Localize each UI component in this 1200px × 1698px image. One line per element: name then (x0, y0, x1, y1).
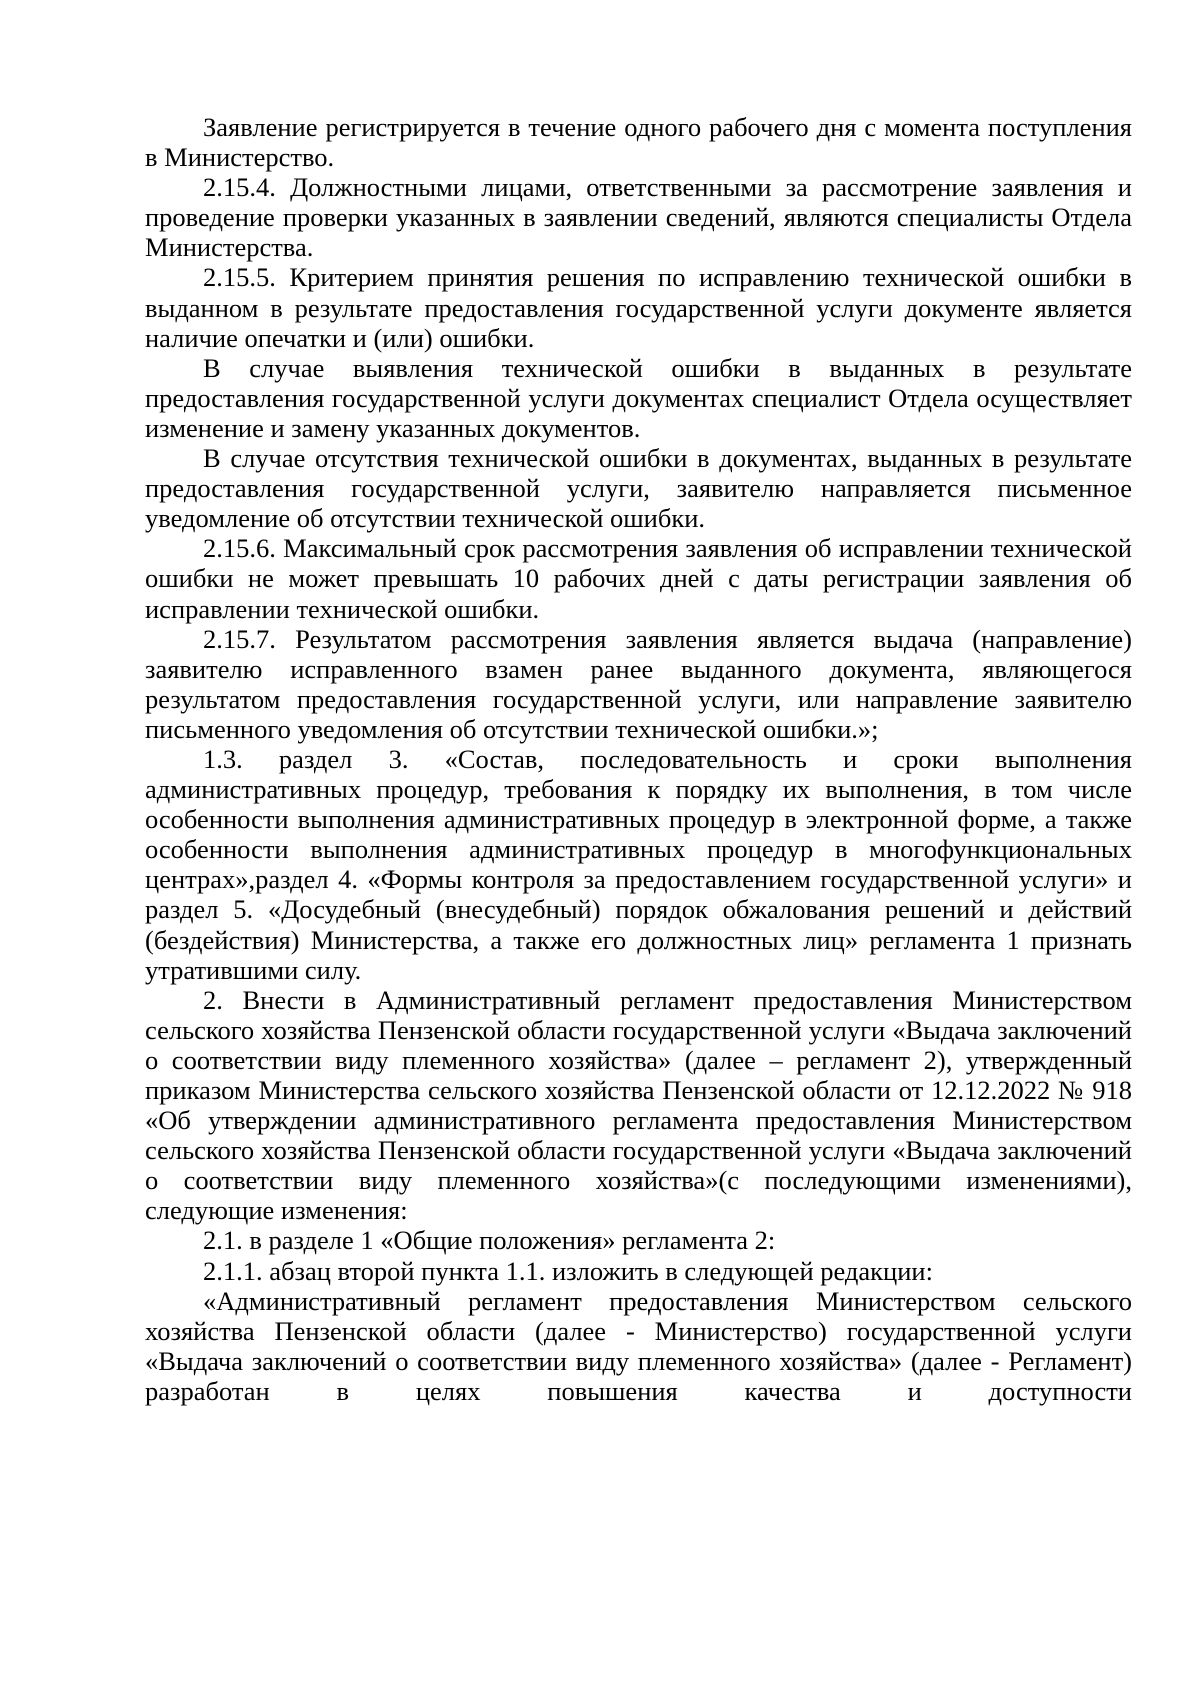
paragraph-2-15-7: 2.15.7. Результатом рассмотрения заявления является выдача (направление) заявителю исправленного взамен ранее выданного документа, являющегося результатом предоставления государственной услуги, или направление заявителю письменного уведомления об отсутствии технической ошибки.»; (145, 623, 1132, 744)
paragraph-2: 2. Внести в Административный регламент предоставления Министерством сельского хозяйства Пензенской области государственной услуги «Выдача заключений о соответствии виду племенного хозяйства» (далее – регламент 2), утвержденный приказом Министерства сельского хозяйства Пензенской области от 12.12.2022 № 918 «Об утверждении административного регламента предоставления Министерством сельского хозяйства Пензенской области государственной услуги «Выдача заключений о соответствии виду племенного хозяйства»(с последующими изменениями), следующие изменения: (145, 984, 1132, 1226)
paragraph-no-error: В случае отсутствия технической ошибки в документах, выданных в результате предоставления государственной услуги, заявителю направляется письменное уведомление об отсутствии технической ошибки. (145, 443, 1132, 534)
paragraph-2-1: 2.1. в разделе 1 «Общие положения» регламента 2: (203, 1225, 776, 1256)
paragraph-registration: Заявление регистрируется в течение одного рабочего дня с момента поступления в Министерство. (145, 112, 1132, 173)
paragraph-2-15-6: 2.15.6. Максимальный срок рассмотрения заявления об исправлении технической ошибки не может превышать 10 рабочих дней с даты регистрации заявления об исправлении технической ошибки. (145, 533, 1132, 624)
paragraph-regulation-quote: «Административный регламент предоставления Министерством сельского хозяйства Пензенской области (далее - Министерство) государственной услуги «Выдача заключений о соответствии виду племенного хозяйства» (далее - Регламент) разработан в целях повышения качества и доступности (145, 1285, 1132, 1406)
paragraph-2-1-1: 2.1.1. абзац второй пункта 1.1. изложить в следующей редакции: (203, 1255, 933, 1286)
paragraph-error-found: В случае выявления технической ошибки в выданных в результате предоставления государственной услуги документах специалист Отдела осуществляет изменение и замену указанных документов. (145, 352, 1132, 443)
document-body (145, 112, 1132, 1406)
paragraph-1-3: 1.3. раздел 3. «Состав, последовательность и сроки выполнения административных процедур, требования к порядку их выполнения, в том числе особенности выполнения административных процедур в электронной форме, а также особенности выполнения административных процедур в многофункциональных центрах»,раздел 4. «Формы контроля за предоставлением государственной услуги» и раздел 5. «Досудебный (внесудебный) порядок обжалования решений и действий (бездействия) Министерства, а также его должностных лиц» регламента 1 признать утратившими силу. (145, 743, 1132, 985)
paragraph-2-15-4: 2.15.4. Должностными лицами, ответственными за рассмотрение заявления и проведение проверки указанных в заявлении сведений, являются специалисты Отдела Министерства. (145, 172, 1132, 263)
paragraph-2-15-5: 2.15.5. Критерием принятия решения по исправлению технической ошибки в выданном в результате предоставления государственной услуги документе является наличие опечатки и (или) ошибки. (145, 262, 1132, 353)
